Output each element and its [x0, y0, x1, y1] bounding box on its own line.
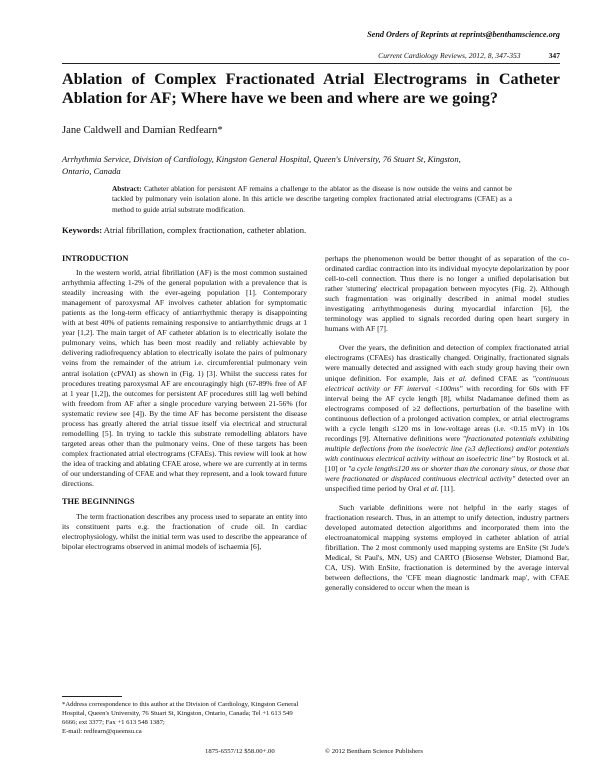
- header-rule: [62, 63, 560, 64]
- p2-quote-1: "continuous electrical activity or FF interval <100ms": [325, 373, 569, 393]
- p2-text-b: defined CFAE as: [466, 373, 533, 383]
- beginnings-heading: THE BEGINNINGS: [62, 497, 135, 507]
- right-column: [325, 254, 569, 594]
- footnote: [62, 700, 307, 736]
- p2-text-e: detected over an unspecified time period by Oral: [325, 473, 569, 494]
- p2-etal-2: et al.: [423, 484, 439, 494]
- affiliation: Arrhythmia Service, Division of Cardiology, Kingston General Hospital, Queen's University, 76 Stuart St, Kingston, Ontario, Canada: [62, 154, 461, 176]
- p2-quote-3: "a cycle length≤120 ms or shorter than the coronary sinus, or those that were fractionated or displaced continuous electrical activity": [325, 463, 569, 483]
- copyright-line: © 2012 Bentham Science Publishers: [325, 748, 423, 755]
- keywords-text: Atrial fibrillation, complex fractionation, catheter ablation.: [103, 225, 307, 235]
- p2-etal-1: et al.: [448, 373, 467, 383]
- right-paragraph-3: Such variable definitions were not helpful in the early stages of fractionation research. Thus, in an attempt to unify detection, industry partners developed automated detection algorithms and incorporated them into the electroanatomical mapping systems employed in catheter ablation of atrial fibrillation. The 2 most commonly used mapping systems are EnSite (St Jude's Medical, St Paul's, MN, US) and CARTO (Biosense Webster, Diamond Bar, CA, US). With EnSite, fractionation is determined by the average interval between deflections, the 'CFE mean diagnostic landmark map', with CFAE generally considered to occur when the mean is: [325, 503, 569, 593]
- abstract-text: Catheter ablation for persistent AF remains a challenge to the ablator as the disease is now outside the veins and cannot be tackled by pulmonary vein isolation alone. In this article we describe targeting complex fractionated atrial electrograms (CFAE) as a method to guide atrial substrate modification.: [112, 184, 512, 214]
- p2-text-d: by Rostock et al. [10] or: [325, 453, 569, 473]
- keywords: [62, 225, 306, 235]
- journal-citation: Current Cardiology Reviews, 2012, 8, 347-353: [378, 51, 521, 60]
- abstract-label: Abstract:: [112, 184, 142, 193]
- p2-text-f: [11].: [438, 484, 455, 494]
- issn-line: 1875-6557/12 $58.00+.00: [205, 748, 275, 755]
- footnote-email: E-mail: redfearn@queensu.ca: [62, 728, 142, 735]
- authors: Jane Caldwell and Damian Redfearn*: [62, 125, 223, 136]
- p2-quote-2: "fractionated potentials exhibiting multiple deflections from the isoelectric line (≥3 deflections) and/or potentials with continuous electrical activity without an isoelectric line": [325, 433, 569, 463]
- right-paragraph-2: [325, 343, 569, 494]
- left-column: [62, 254, 307, 552]
- beginnings-paragraph: The term fractionation describes any process used to separate an entity into its constituent parts e.g. the fractionation of crude oil. In cardiac electrophysiology, whilst the initial term was used to describe the appearance of bipolar electrograms observed in animal models of ischaemia [6],: [62, 512, 307, 552]
- introduction-heading: INTRODUCTION: [62, 254, 129, 263]
- abstract: [112, 184, 512, 215]
- keywords-label: Keywords:: [62, 225, 103, 235]
- reprints-notice: Send Orders of Reprints at reprints@benthamscience.org: [367, 30, 560, 39]
- p2-text-a: Over the years, the definition and detection of complex fractionated atrial electrograms (CFAEs) has drastically changed. Originally, fractionated signals were manually detected and assigned with each study group having their own unique definition. For example, Jais: [325, 343, 569, 383]
- journal-citation-line: [0, 51, 560, 60]
- footnote-rule: [62, 696, 122, 697]
- page-number: 347: [548, 51, 560, 60]
- article-title: Ablation of Complex Fractionated Atrial Electrograms in Catheter Ablation for AF; Where have we been and where are we going?: [62, 70, 560, 107]
- introduction-paragraph: In the western world, atrial fibrillation (AF) is the most common sustained arrhythmia affecting 1-2% of the general population with a prevalence that is steadily increasing with the ever-ageing population [1]. Contemporary management of paroxysmal AF involves catheter ablation for symptomatic patients as the long-term efficacy of antiarrhythmic therapy is disappointing with at best 40% of patients remaining responsive to antiarrhythmic drugs at 1 year [1,2]. The main target of AF catheter ablation is to electrically isolate the pulmonary veins, which has been most readily and reliably achievable by delivering radiofrequency ablation to electrically isolate the pairs of pulmonary veins from the remainder of the atrium i.e. circumferential pulmonary vein antral isolation (cPVAI) as shown in (Fig. 1) [3]. Whilst the success rates for procedures treating paroxysmal AF are encouragingly high (67-89% free of AF at 1 year [1,2]), the outcomes for persistent AF procedures still lag well behind with freedom from AF after a single procedure varying between 21-56% (for systematic review see [4]). By the time AF has become persistent the disease process has greatly altered the atrial tissue itself via electrical and structural remodelling [5]. In trying to tackle this substrate remodelling ablators have targeted areas other than the pulmonary veins. One of these targets has been complex fractionated atrial electrograms (CFAEs). This review will look at how the idea of tracking and ablating CFAE arose, where we are currently at in terms of our understanding of CFAE and what they represent, and a look toward future directions.: [62, 268, 307, 489]
- footnote-text: *Address correspondence to this author at the Division of Cardiology, Kingston General Hospital, Queen's University, 76 Stuart St, Kingston, Ontario, Canada; Tel +1 613 549 6666; ext 3377; Fax +1 613 548 1387;: [62, 701, 299, 726]
- right-paragraph-1: perhaps the phenomenon would be better thought of as separation of the co-ordinated cardiac contraction into its individual myocyte depolarization by poor cell-to-cell connection. Thus there is no longer a unified depolarisation but rather 'stuttering' electrical propagation between myocytes (Fig. 2). Although such fragmentation was originally described in animal model studies investigating arrhythmogenesis during myocardial infarction [6], the terminology was applied to signals recorded during open heart surgery in humans with AF [7].: [325, 254, 569, 334]
- p2-text-c: with recording for 60s with FF interval being the AF cycle length [8], whilst Nadamanee defined them as electrograms composed of ≥2 deflections, perturbation of the baseline with continuous deflection of a prolonged activation complex, or atrial electrograms with a cycle length ≤120 ms in low-voltage areas (i.e. <0.15 mV) in 10s recordings [9]. Alternative definitions were: [325, 383, 569, 443]
